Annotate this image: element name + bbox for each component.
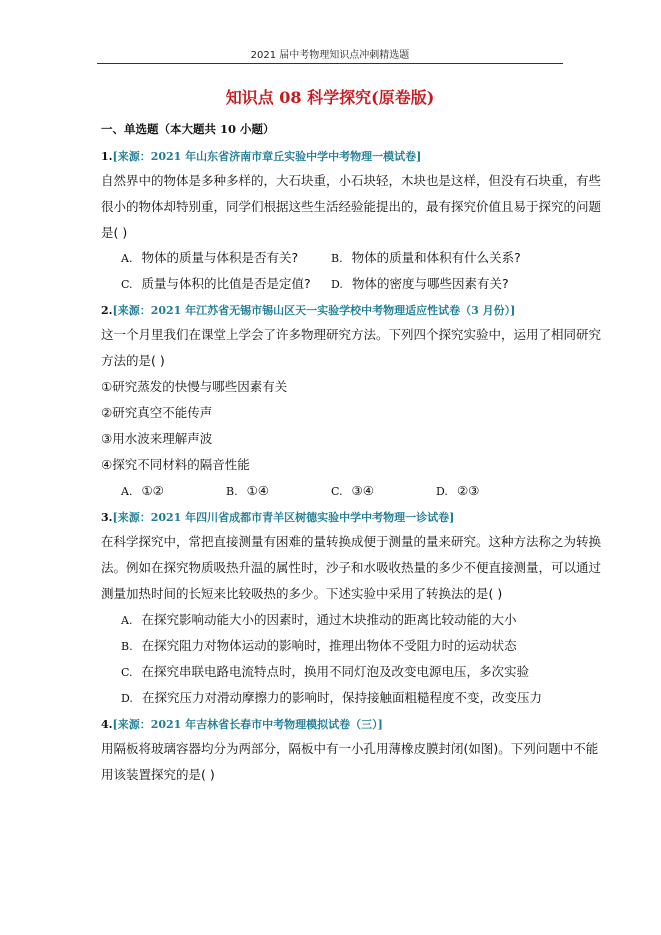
question-3-option-d <box>121 688 542 709</box>
option-text: 物体的密度与哪些因素有关? <box>351 276 509 291</box>
question-1-stem-line-3: 是( ) <box>101 225 128 240</box>
question-2-item-1: ①研究蒸发的快慢与哪些因素有关 <box>101 379 288 394</box>
option-label: D. <box>331 278 343 291</box>
question-2-option-d <box>436 481 479 502</box>
option-text: 在探究影响动能大小的因素时，通过木块推动的距离比较动能的大小 <box>141 612 517 627</box>
option-label: C. <box>121 278 133 291</box>
option-text: ③④ <box>351 483 374 498</box>
page-header: 2021 届中考物理知识点冲刺精选题 <box>250 50 410 61</box>
option-text: 在探究压力对滑动摩擦力的影响时，保持接触面粗糙程度不变，改变压力 <box>141 690 542 705</box>
question-4-source <box>101 717 383 732</box>
question-1-option-b <box>331 248 521 269</box>
question-3-option-a <box>121 610 516 631</box>
question-1-option-a <box>121 248 298 269</box>
question-3-stem-line-3: 测量加热时间的长短来比较吸热的多少。下述实验中采用了转换法的是( ) <box>101 586 503 601</box>
option-text: 质量与体积的比值是否是定值? <box>141 276 311 291</box>
question-number: 2. <box>101 304 113 317</box>
question-4-stem-line-1: 用隔板将玻璃容器均分为两部分，隔板中有一小孔用薄橡皮膜封闭(如图)。下列问题中不能 <box>101 741 599 756</box>
option-label: B. <box>121 640 133 653</box>
question-number: 3. <box>101 511 113 524</box>
source-text: [来源：2021 年江苏省无锡市锡山区天一实验学校中考物理适应性试卷（3 月份）] <box>112 304 516 317</box>
option-text: ①② <box>141 483 164 498</box>
option-label: C. <box>331 485 343 498</box>
option-text: 物体的质量和体积有什么关系? <box>351 250 521 265</box>
header-divider <box>97 63 563 64</box>
source-text: [来源：2021 年山东省济南市章丘实验中学中考物理一模试卷] <box>112 150 422 163</box>
option-label: A. <box>121 252 133 265</box>
option-label: A. <box>121 614 133 627</box>
option-label: D. <box>436 485 448 498</box>
question-1-source <box>101 149 421 164</box>
option-text: 物体的质量与体积是否有关? <box>141 250 299 265</box>
option-text: 在探究串联电路电流特点时，换用不同灯泡及改变电源电压，多次实验 <box>141 664 530 679</box>
question-4-stem-line-2: 用该装置探究的是( ) <box>101 767 215 782</box>
source-text: [来源：2021 年吉林省长春市中考物理模拟试卷（三）] <box>112 718 383 731</box>
question-2-item-4: ④探究不同材料的隔音性能 <box>101 457 250 472</box>
question-2-source <box>101 303 515 318</box>
question-1-option-d <box>331 274 509 295</box>
question-number: 4. <box>101 718 113 731</box>
option-text: ①④ <box>246 483 270 498</box>
question-2-option-b <box>226 481 269 502</box>
question-2-option-c <box>331 481 374 502</box>
section-heading: 一、单选题（本大题共 10 小题） <box>101 122 275 136</box>
question-2-stem-line-1: 这一个月里我们在课堂上学会了许多物理研究方法。下列四个探究实验中，运用了相同研究 <box>101 327 602 342</box>
source-text: [来源：2021 年四川省成都市青羊区树德实验中学中考物理一诊试卷] <box>112 511 455 524</box>
option-label: D. <box>121 692 133 705</box>
question-2-option-a <box>121 481 164 502</box>
document-title: 知识点 08 科学探究(原卷版) <box>225 88 435 107</box>
question-3-stem-line-2: 法。例如在探究物质吸热升温的属性时，沙子和水吸收热量的多少不便直接测量，可以通过 <box>101 560 602 575</box>
question-1-option-c <box>121 274 311 295</box>
question-3-option-b <box>121 636 517 657</box>
question-3-stem-line-1: 在科学探究中，常把直接测量有困难的量转换成便于测量的量来研究。这种方法称之为转换 <box>101 534 602 549</box>
question-2-stem-line-2: 方法的是( ) <box>101 353 165 368</box>
question-2-item-2: ②研究真空不能传声 <box>101 405 213 420</box>
question-1-stem-line-1: 自然界中的物体是多种多样的，大石块重，小石块轻，木块也是这样，但没有石块重，有些 <box>101 173 602 188</box>
option-text: 在探究阻力对物体运动的影响时，推理出物体不受阻力时的运动状态 <box>141 638 517 653</box>
option-label: B. <box>331 252 343 265</box>
option-text: ②③ <box>456 483 480 498</box>
option-label: C. <box>121 666 133 679</box>
question-3-option-c <box>121 662 529 683</box>
question-3-source <box>101 510 454 525</box>
option-label: B. <box>226 485 238 498</box>
question-number: 1. <box>101 150 113 163</box>
question-1-stem-line-2: 很小的物体却特别重，同学们根据这些生活经验能提出的，最有探究价值且易于探究的问题 <box>101 199 602 214</box>
question-2-item-3: ③用水波来理解声波 <box>101 431 213 446</box>
option-label: A. <box>121 485 133 498</box>
